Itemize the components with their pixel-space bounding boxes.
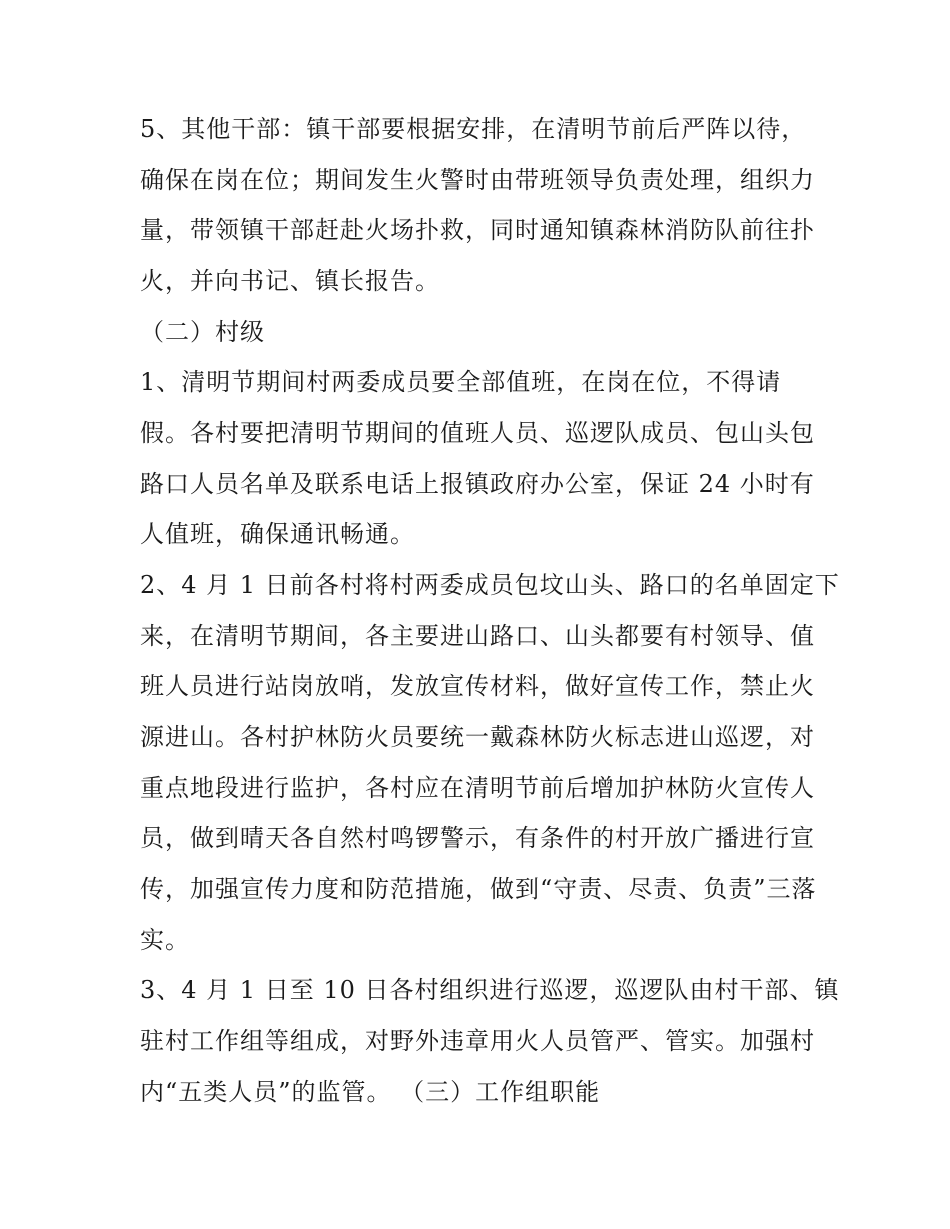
text-line: 量，带领镇干部赶赴火场扑救，同时通知镇森林消防队前往扑 <box>140 216 815 244</box>
text-line: 传，加强宣传力度和防范措施，做到“守责、尽责、负责”三落 <box>140 875 817 903</box>
text-line: 来，在清明节期间，各主要进山路口、山头都要有村领导、值 <box>140 622 815 650</box>
text-line: 2、4 月 1 日前各村将村两委成员包坟山头、路口的名单固定下 <box>140 571 840 599</box>
text-line: 人值班，确保通讯畅通。 <box>140 520 415 548</box>
text-line: 内“五类人员”的监管。 （三）工作组职能 <box>140 1078 601 1106</box>
text-line: 路口人员名单及联系电话上报镇政府办公室，保证 24 小时有 <box>140 470 815 498</box>
text-line: 5、其他干部：镇干部要根据安排，在清明节前后严阵以待， <box>140 115 807 143</box>
text-line: 员，做到晴天各自然村鸣锣警示，有条件的村开放广播进行宣 <box>140 824 815 852</box>
section-heading: （二）村级 <box>140 318 265 346</box>
text-line: 重点地段进行监护，各村应在清明节前后增加护林防火宣传人 <box>140 774 815 802</box>
text-line: 班人员进行站岗放哨，发放宣传材料，做好宣传工作，禁止火 <box>140 672 815 700</box>
text-line: 实。 <box>140 926 190 954</box>
text-line: 源进山。各村护林防火员要统一戴森林防火标志进山巡逻，对 <box>140 723 815 751</box>
text-line: 火，并向书记、镇长报告。 <box>140 267 440 295</box>
text-line: 1、清明节期间村两委成员要全部值班，在岗在位，不得请 <box>140 368 782 396</box>
text-line: 3、4 月 1 日至 10 日各村组织进行巡逻，巡逻队由村干部、镇 <box>140 976 840 1004</box>
text-line: 假。各村要把清明节期间的值班人员、巡逻队成员、包山头包 <box>140 419 815 447</box>
text-line: 确保在岗在位；期间发生火警时由带班领导负责处理，组织力 <box>140 166 815 194</box>
text-line: 驻村工作组等组成，对野外违章用火人员管严、管实。加强村 <box>140 1027 815 1055</box>
